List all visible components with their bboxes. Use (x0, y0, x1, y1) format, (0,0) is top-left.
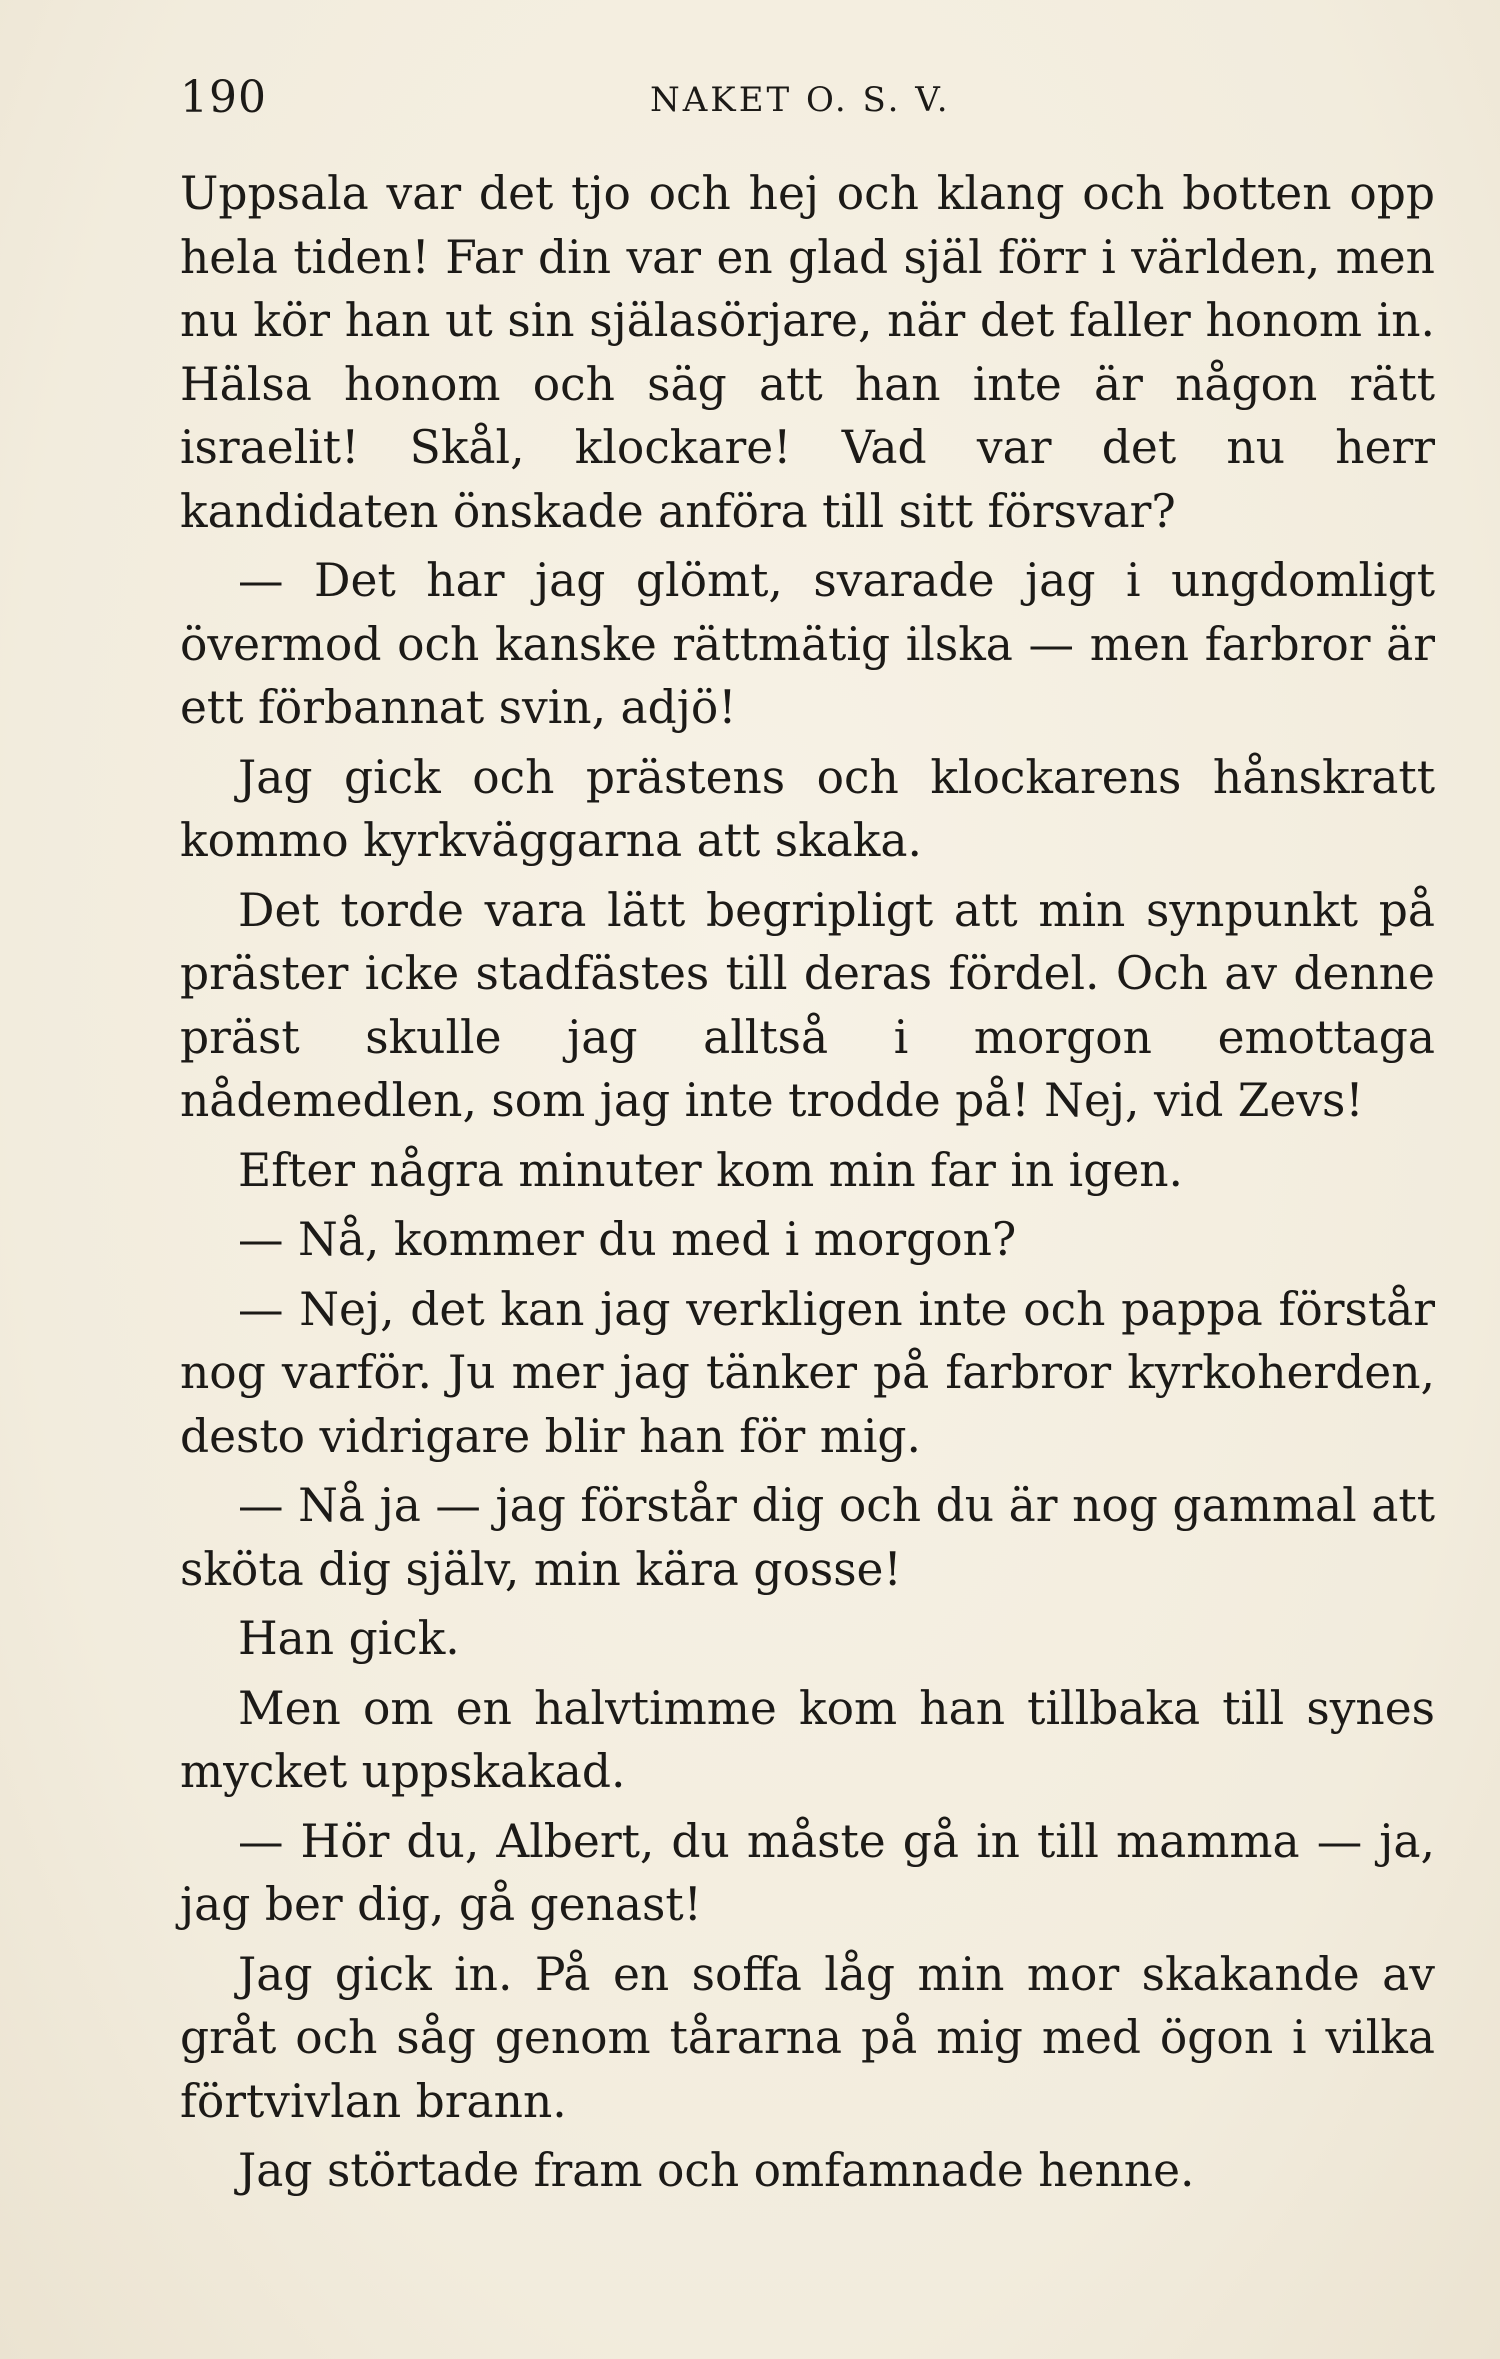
paragraph: — Det har jag glömt, svarade jag i ungdomligt övermod och kanske rättmätig ilska — men farbror är ett förbannat svin, adjö! (180, 554, 1435, 734)
paragraph: Jag störtade fram och omfamnade henne. (238, 2144, 1195, 2197)
running-head (180, 72, 1430, 132)
paragraph: — Nå ja — jag förstår dig och du är nog gammal att sköta dig själv, min kära gosse! (180, 1479, 1435, 1596)
page-number: 190 (180, 72, 267, 123)
running-title: NAKET O. S. V. (650, 80, 951, 120)
paragraph: Jag gick in. På en soffa låg min mor skakande av gråt och såg genom tårarna på mig med ögon i vilka förtvivlan brann. (180, 1947, 1435, 2128)
paragraph: Men om en halvtimme kom han tillbaka till synes mycket uppskakad. (180, 1681, 1435, 1798)
paragraph: — Nej, det kan jag verkligen inte och pappa förstår nog varför. Ju mer jag tänker på farbror kyrkoherden, desto vidrigare blir han för mig. (180, 1282, 1435, 1463)
paragraph: Jag gick och prästens och klockarens hånskratt kommo kyrkväggarna att skaka. (180, 750, 1435, 867)
paragraph: Efter några minuter kom min far in igen. (238, 1143, 1184, 1197)
paragraph: Uppsala var det tjo och hej och klang och botten opp hela tiden! Far din var en glad själ förr i världen, men nu kör han ut sin själasörjare, när det faller honom in. Hälsa honom och säg att han inte är någon rätt israelit! Skål, klockare! Vad var det nu herr kandidaten önskade anföra till sitt försvar? (180, 167, 1435, 538)
paragraph: — Nå, kommer du med i morgon? (238, 1213, 1017, 1266)
body-text (180, 162, 1435, 2209)
paragraph: Det torde vara lätt begripligt att min synpunkt på präster icke stadfästes till deras fördel. Och av denne präst skulle jag alltså i morgon emottaga nådemedlen, som jag inte trodde på! Nej, vid Zevs! (180, 883, 1435, 1127)
paragraph: Han gick. (238, 1612, 460, 1665)
paragraph: — Hör du, Albert, du måste gå in till mamma — ja, jag ber dig, gå genast! (180, 1814, 1435, 1931)
